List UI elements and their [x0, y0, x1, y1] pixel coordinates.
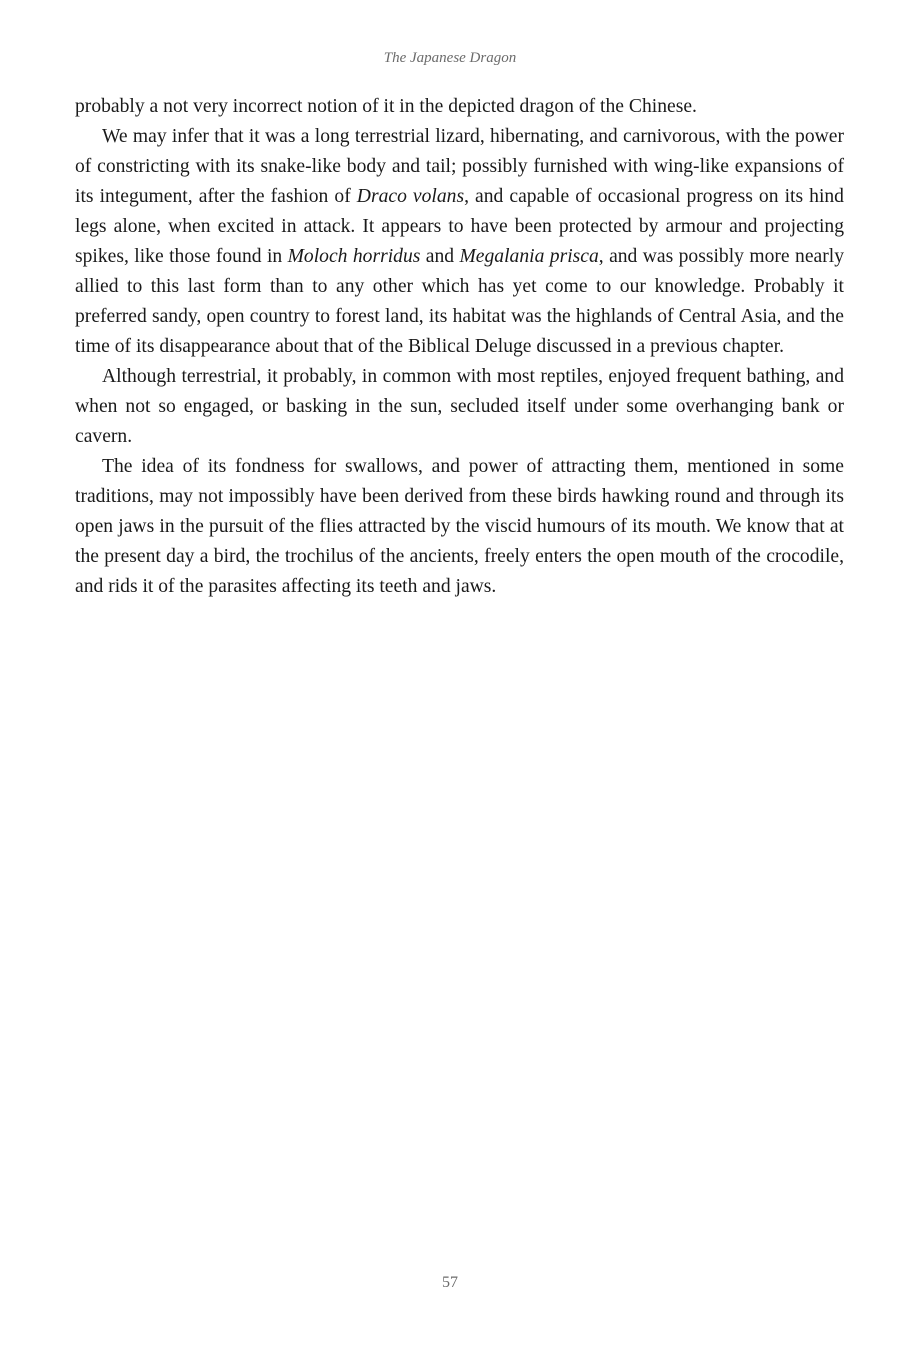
species-name-draco-volans: Draco volans [356, 186, 465, 207]
paragraph-text: and [420, 246, 460, 267]
paragraph-text: , and capable of occasional progress on its hind legs alone, when excited in attack. It appears to have been protected by armour and projecting spikes, like those found in [75, 186, 844, 267]
page-number: 57 [442, 1274, 458, 1291]
paragraph-bathing: Although terrestrial, it probably, in common with most reptiles, enjoyed frequent bathing, and when not so engaged, or basking in the sun, secluded itself under some overhanging bank or cavern. [75, 366, 844, 447]
paragraph-text: , and was possibly more nearly allied to this last form than to any other which has yet come to our knowledge. Probably it preferred sandy, open country to forest land, its habitat was the highlands of Central Asia, and the time of its disappearance about that of the Biblical Deluge discussed in a previous chapter. [75, 246, 844, 357]
species-name-moloch-horridus: Moloch horridus [287, 246, 421, 267]
paragraph-lizard-description [75, 122, 844, 362]
paragraph-continuation: probably a not very incorrect notion of it in the depicted dragon of the Chinese. [75, 96, 697, 117]
running-header: The Japanese Dragon [383, 50, 517, 66]
body-text [75, 92, 844, 602]
paragraph-swallows: The idea of its fondness for swallows, and power of attracting them, mentioned in some traditions, may not impossibly have been derived from these birds hawking round and through its open jaws in the pursuit of the flies attracted by the viscid humours of its mouth. We know that at the present day a bird, the trochilus of the ancients, freely enters the open mouth of the crocodile, and rids it of the parasites affecting its teeth and jaws. [75, 456, 844, 597]
paragraph-text: We may infer that it was a long terrestrial lizard, hibernating, and carnivorous, with the power of constricting with its snake-like body and tail; possibly furnished with wing-like expansions of its integument, after the fashion of [75, 126, 844, 207]
species-name-megalania-prisca: Megalania prisca [459, 246, 599, 267]
